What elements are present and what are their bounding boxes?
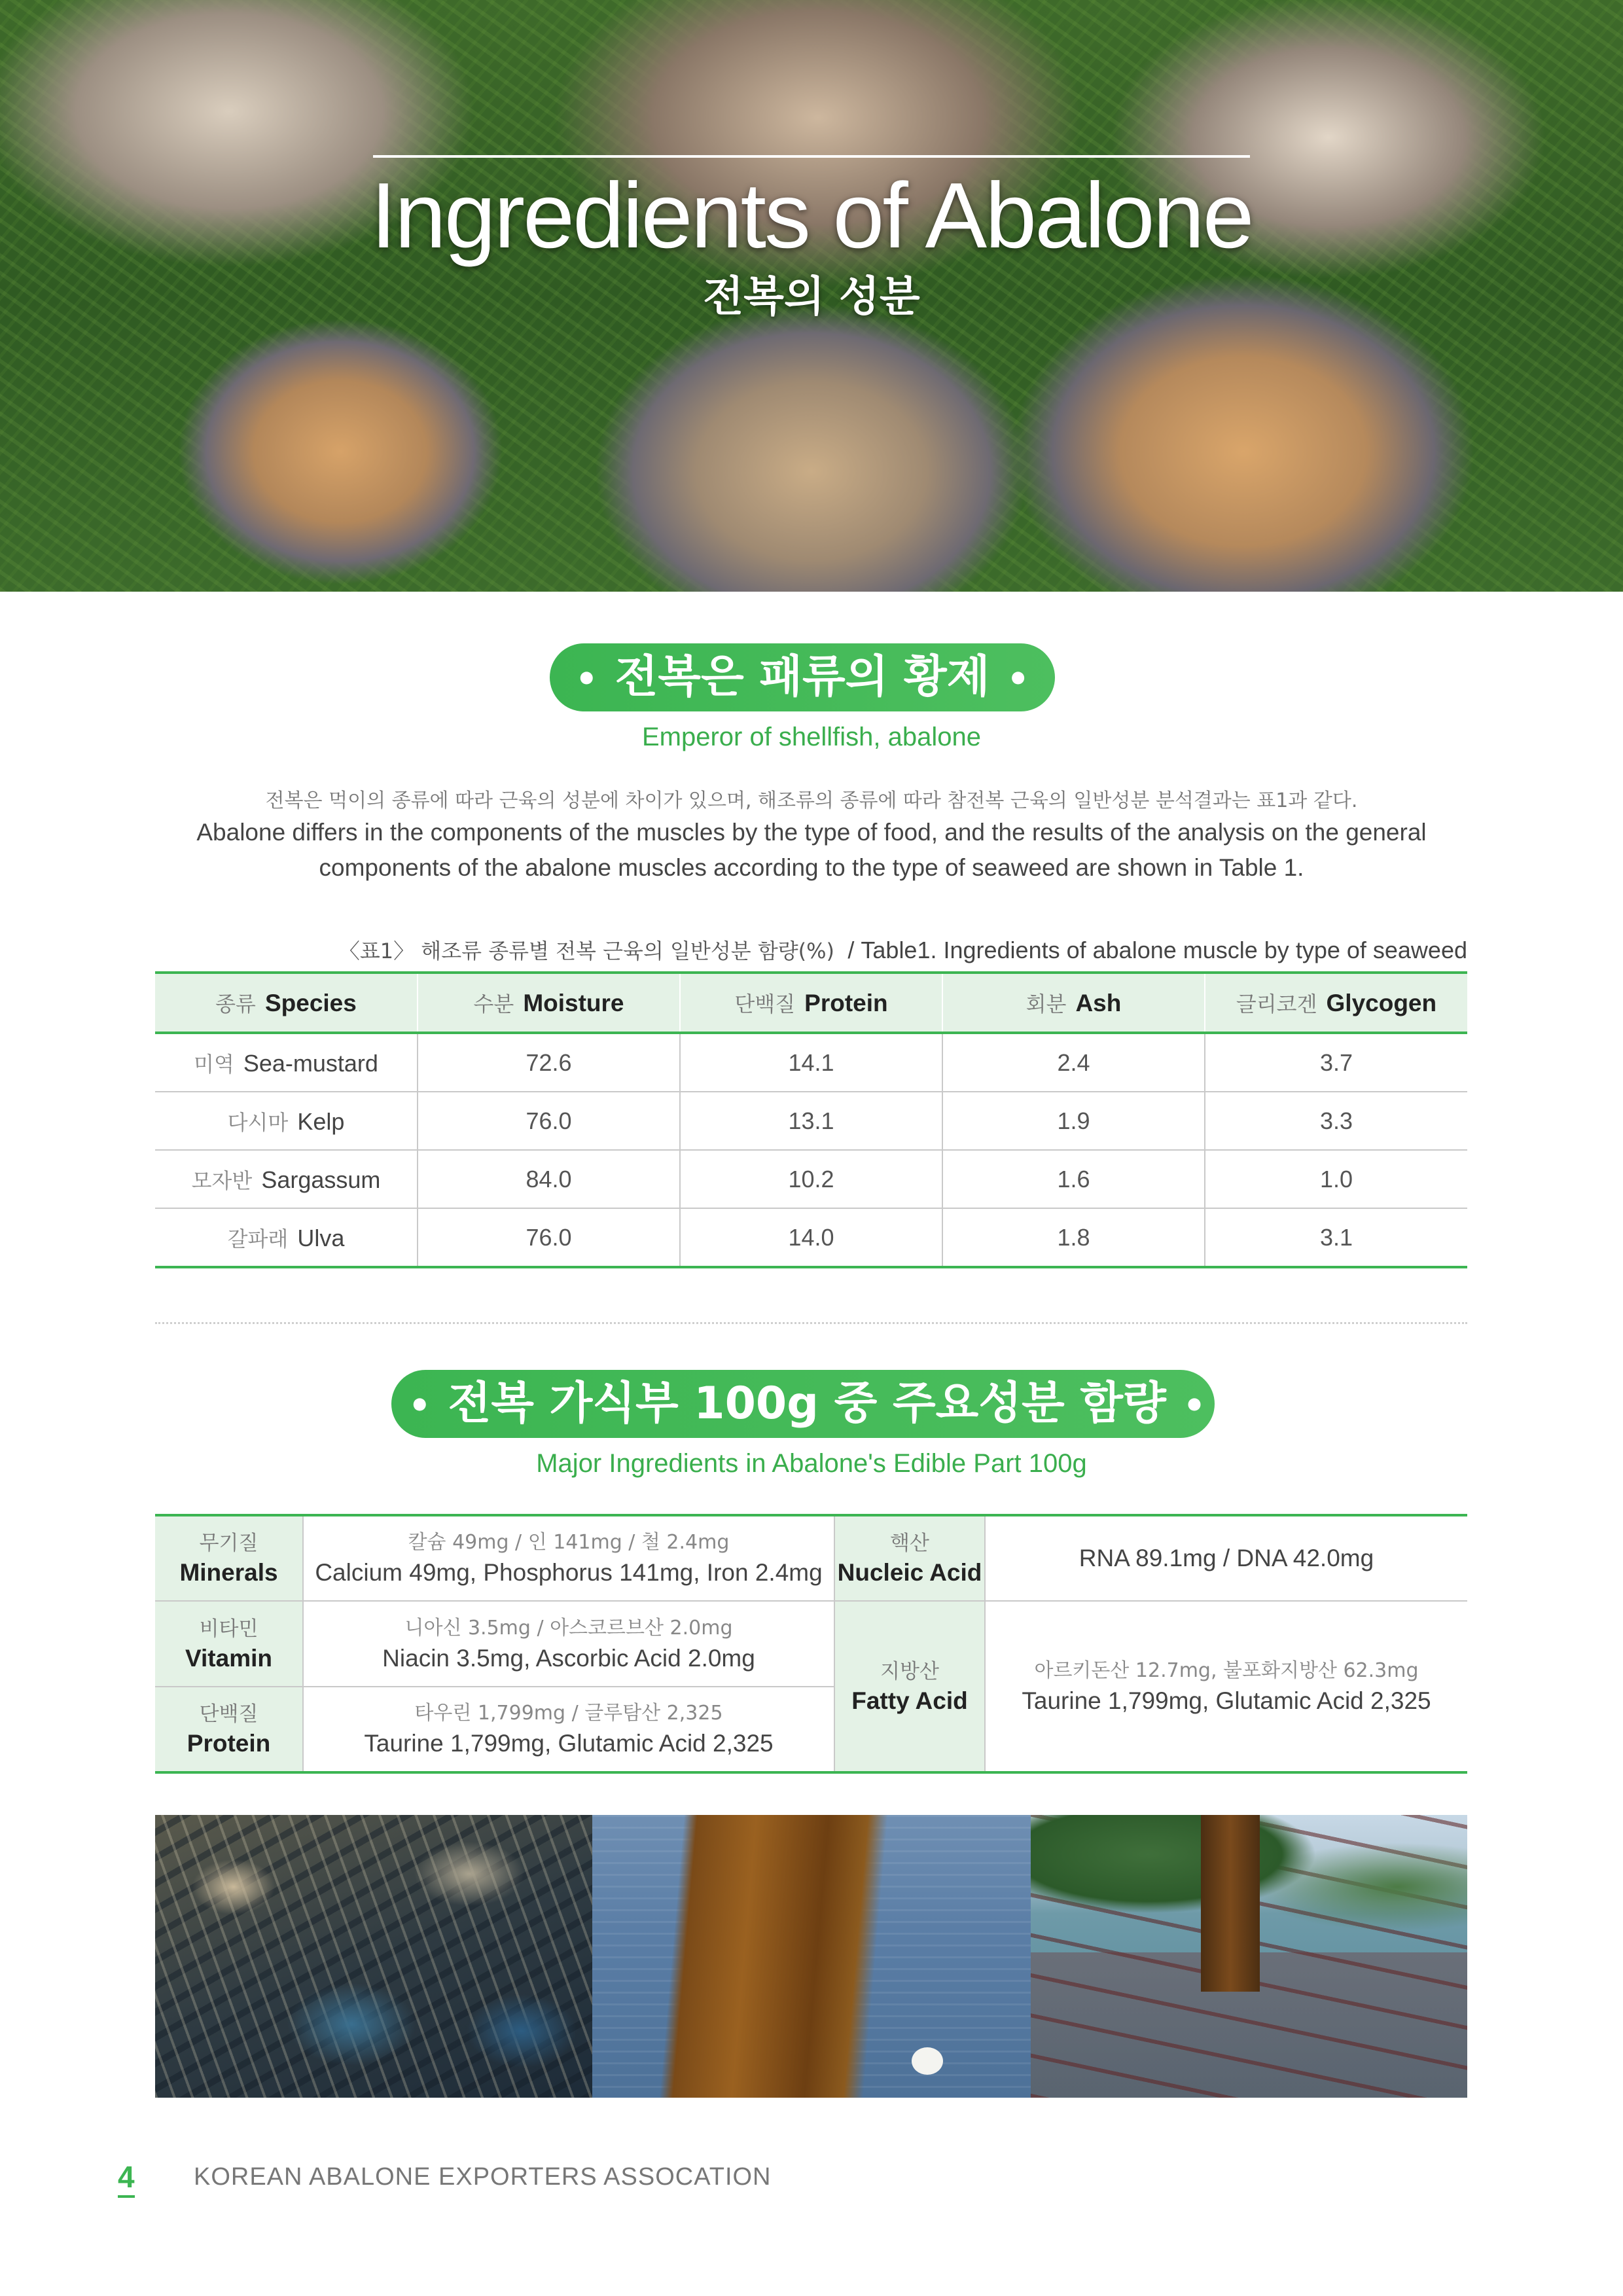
protein-cell: 14.1 <box>680 1033 942 1092</box>
table2-major-ingredients <box>155 1514 1467 1774</box>
header-label-ko: 종류 <box>215 992 256 1016</box>
table-row <box>155 1208 1467 1267</box>
label-en: Protein <box>187 1730 271 1757</box>
section2-heading-text: 전복 가식부 100g 중 주요성분 함량 <box>448 1378 1166 1429</box>
intro-text-en <box>157 815 1466 886</box>
header-label-en: Glycogen <box>1326 990 1437 1016</box>
ash-cell: 1.9 <box>942 1092 1205 1150</box>
value-en: Taurine 1,799mg, Glutamic Acid 2,325 <box>1022 1687 1431 1714</box>
label-en: Minerals <box>179 1559 278 1586</box>
value-ko: 타우린 1,799mg / 글루탐산 2,325 <box>414 1702 723 1725</box>
section1-heading <box>550 643 1055 711</box>
species-ko: 미역 <box>194 1051 234 1077</box>
seaweed-closeup-photo <box>155 1815 592 2098</box>
page-title: Ingredients of Abalone <box>370 164 1253 268</box>
dotted-divider <box>155 1322 1467 1324</box>
value-ko: 니아신 3.5mg / 아스코르브산 2.0mg <box>404 1616 733 1640</box>
header-label-en: Moisture <box>523 990 624 1016</box>
value-ko: 아르키돈산 12.7mg, 불포화지방산 62.3mg <box>1034 1659 1419 1682</box>
fatty-acid-label <box>834 1601 985 1772</box>
label-ko: 비타민 <box>199 1617 259 1641</box>
intro-text-ko: 전복은 먹이의 종류에 따라 근육의 성분에 차이가 있으며, 해조류의 종류에 따라 참전복 근육의 일반성분 분석결과는 표1과 같다. <box>265 789 1358 812</box>
label-ko: 무기질 <box>199 1532 259 1555</box>
glycogen-cell: 3.3 <box>1205 1092 1467 1150</box>
table-row <box>155 1150 1467 1208</box>
bullet-dot-icon: • <box>575 658 598 700</box>
footer-organization: KOREAN ABALONE EXPORTERS ASSOCATION <box>194 2163 772 2191</box>
table-row <box>155 1601 1467 1687</box>
species-cell <box>155 1208 418 1267</box>
header-label-en: Species <box>264 990 357 1016</box>
header-label-en: Ash <box>1075 990 1122 1016</box>
aquafarm-harbor-photo <box>1031 1815 1467 2098</box>
vitamin-value <box>303 1601 834 1687</box>
species-cell <box>155 1150 418 1208</box>
bullet-dot-icon: • <box>1007 658 1029 700</box>
value-en: Calcium 49mg, Phosphorus 141mg, Iron 2.4mg <box>315 1559 823 1586</box>
header-label-en: Protein <box>804 990 888 1016</box>
header-label-ko: 회분 <box>1026 992 1067 1016</box>
glycogen-cell: 3.7 <box>1205 1033 1467 1092</box>
table-row <box>155 1515 1467 1601</box>
label-en: Nucleic Acid <box>837 1559 982 1586</box>
column-header-glycogen <box>1205 973 1467 1033</box>
species-en: Sargassum <box>261 1166 381 1193</box>
species-en: Kelp <box>297 1107 345 1135</box>
hero-banner <box>0 0 1623 592</box>
protein-label <box>155 1687 303 1772</box>
table1-seaweed-ingredients <box>155 971 1467 1268</box>
kelp-hanging-photo <box>592 1815 1031 2098</box>
glycogen-cell: 1.0 <box>1205 1150 1467 1208</box>
fatty-acid-value <box>985 1601 1467 1772</box>
table1-caption <box>339 935 1467 965</box>
species-ko: 모자반 <box>191 1168 253 1193</box>
species-cell <box>155 1033 418 1092</box>
section2-heading <box>391 1370 1215 1438</box>
header-label-ko: 단백질 <box>734 992 796 1016</box>
intro-text-en-line1: Abalone differs in the components of the muscles by the type of food, and the results of the analysis on the general <box>196 819 1427 846</box>
protein-cell: 14.0 <box>680 1208 942 1267</box>
ash-cell: 2.4 <box>942 1033 1205 1092</box>
minerals-value <box>303 1515 834 1601</box>
bullet-dot-icon: • <box>408 1385 431 1427</box>
species-ko: 다시마 <box>227 1109 289 1135</box>
buoy-shape <box>912 2047 943 2075</box>
ash-cell: 1.6 <box>942 1150 1205 1208</box>
column-header-ash <box>942 973 1205 1033</box>
label-en: Fatty Acid <box>851 1687 968 1714</box>
table-row <box>155 1092 1467 1150</box>
species-ko: 갈파래 <box>227 1226 289 1251</box>
value-en: Taurine 1,799mg, Glutamic Acid 2,325 <box>364 1730 774 1757</box>
label-ko: 지방산 <box>880 1659 939 1683</box>
ash-cell: 1.8 <box>942 1208 1205 1267</box>
moisture-cell: 72.6 <box>418 1033 680 1092</box>
header-label-ko: 글리코겐 <box>1236 992 1317 1016</box>
section1-subtitle: Emperor of shellfish, abalone <box>641 723 982 751</box>
table-header-row <box>155 973 1467 1033</box>
table1-caption-en: / Table1. Ingredients of abalone muscle by type of seaweed <box>847 937 1467 963</box>
title-rule <box>373 155 1250 158</box>
nucleic-acid-label <box>834 1515 985 1601</box>
page-number: 4 <box>118 2159 135 2198</box>
label-en: Vitamin <box>185 1644 272 1672</box>
value-ko: 칼슘 49mg / 인 141mg / 철 2.4mg <box>408 1531 730 1554</box>
minerals-label <box>155 1515 303 1601</box>
species-en: Ulva <box>297 1224 345 1251</box>
section1-heading-text: 전복은 패류의 황제 <box>615 651 990 703</box>
page-subtitle-ko: 전복의 성분 <box>703 273 920 321</box>
column-header-moisture <box>418 973 680 1033</box>
species-en: Sea-mustard <box>243 1049 378 1077</box>
bullet-dot-icon: • <box>1183 1385 1206 1427</box>
label-ko: 단백질 <box>199 1702 259 1726</box>
species-cell <box>155 1092 418 1150</box>
protein-cell: 13.1 <box>680 1092 942 1150</box>
vitamin-label <box>155 1601 303 1687</box>
value-en: RNA 89.1mg / DNA 42.0mg <box>1079 1545 1374 1571</box>
column-header-species <box>155 973 418 1033</box>
glycogen-cell: 3.1 <box>1205 1208 1467 1267</box>
kelp-bundle-shape <box>1201 1815 1260 1992</box>
label-ko: 핵산 <box>890 1532 929 1555</box>
intro-text-en-line2: components of the abalone muscles according to the type of seaweed are shown in Table 1. <box>319 854 1304 881</box>
protein-cell: 10.2 <box>680 1150 942 1208</box>
table-row <box>155 1033 1467 1092</box>
table1-caption-ko: 〈표1〉 해조류 종류별 전복 근육의 일반성분 함량(%) <box>338 939 835 963</box>
column-header-protein <box>680 973 942 1033</box>
nucleic-acid-value <box>985 1515 1467 1601</box>
moisture-cell: 76.0 <box>418 1208 680 1267</box>
moisture-cell: 76.0 <box>418 1092 680 1150</box>
header-label-ko: 수분 <box>473 992 514 1016</box>
section2-subtitle: Major Ingredients in Abalone's Edible Part 100g <box>536 1449 1087 1478</box>
moisture-cell: 84.0 <box>418 1150 680 1208</box>
value-en: Niacin 3.5mg, Ascorbic Acid 2.0mg <box>382 1644 755 1672</box>
protein-value <box>303 1687 834 1772</box>
